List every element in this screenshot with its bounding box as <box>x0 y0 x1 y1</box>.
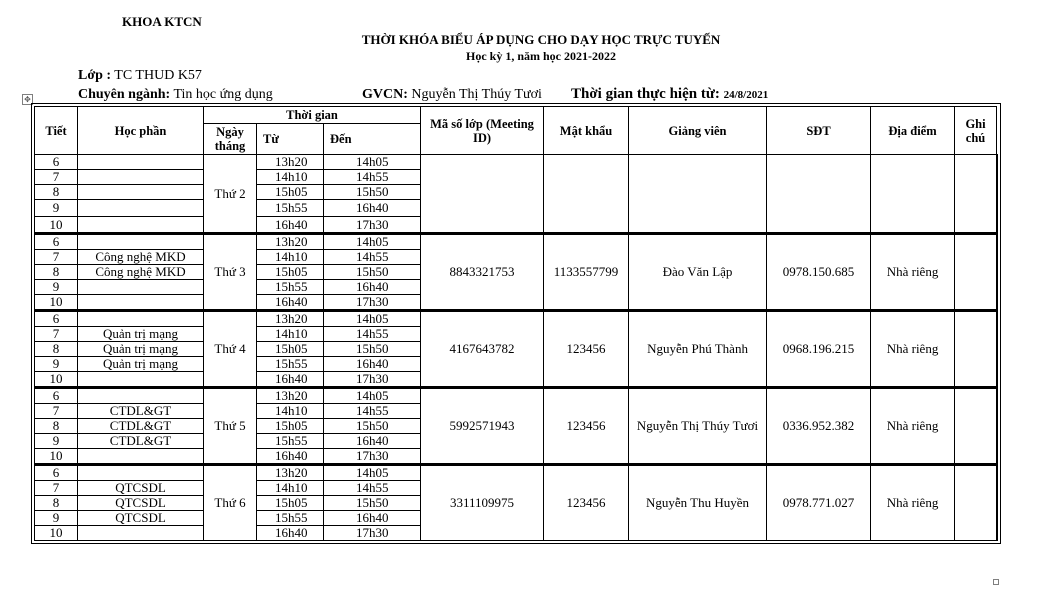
period-cell: 9 <box>35 434 78 449</box>
subject-cell <box>78 170 204 185</box>
teacher-cell <box>629 155 767 234</box>
period-cell: 7 <box>35 170 78 185</box>
day-cell: Thứ 6 <box>204 465 257 541</box>
subject-cell <box>78 388 204 404</box>
start-time-cell: 14h10 <box>257 481 324 496</box>
end-time-cell: 14h05 <box>324 234 421 250</box>
start-time-cell: 14h10 <box>257 327 324 342</box>
end-time-cell: 15h50 <box>324 185 421 200</box>
class-info <box>78 68 202 84</box>
faculty-name: KHOA KTCN <box>122 14 202 29</box>
subject-cell: Quản trị mạng <box>78 357 204 372</box>
period-cell: 8 <box>35 342 78 357</box>
location-cell: Nhà riêng <box>871 234 955 311</box>
subject-cell: QTCSDL <box>78 481 204 496</box>
period-cell: 6 <box>35 388 78 404</box>
end-time-cell: 14h05 <box>324 465 421 481</box>
location-cell: Nhà riêng <box>871 388 955 465</box>
day-cell: Thứ 3 <box>204 234 257 311</box>
start-time-cell: 15h55 <box>257 511 324 526</box>
end-time-cell: 16h40 <box>324 280 421 295</box>
password-cell: 1133557799 <box>544 234 629 311</box>
period-cell: 8 <box>35 185 78 200</box>
period-cell: 9 <box>35 357 78 372</box>
period-cell: 10 <box>35 526 78 541</box>
start-time-cell: 16h40 <box>257 217 324 234</box>
phone-cell <box>767 155 871 234</box>
subject-cell <box>78 200 204 217</box>
table-row <box>35 465 997 481</box>
start-time-cell: 15h05 <box>257 342 324 357</box>
end-time-cell: 16h40 <box>324 357 421 372</box>
semester-subtitle: Học kỳ 1, năm học 2021-2022 <box>466 49 616 63</box>
start-time-cell: 13h20 <box>257 465 324 481</box>
subject-cell: Quản trị mạng <box>78 342 204 357</box>
end-time-cell: 14h05 <box>324 388 421 404</box>
phone-cell: 0336.952.382 <box>767 388 871 465</box>
period-cell: 10 <box>35 217 78 234</box>
password-cell <box>544 155 629 234</box>
end-time-cell: 14h05 <box>324 311 421 327</box>
subject-cell <box>78 311 204 327</box>
col-header-note: Ghi chú <box>955 107 997 155</box>
note-cell <box>955 155 997 234</box>
period-cell: 10 <box>35 449 78 465</box>
timetable-body <box>35 155 997 541</box>
subject-cell: Quản trị mạng <box>78 327 204 342</box>
password-cell: 123456 <box>544 388 629 465</box>
end-time-cell: 16h40 <box>324 200 421 217</box>
table-resize-handle[interactable] <box>993 579 999 585</box>
col-header-end: Đến <box>324 124 421 155</box>
subject-cell: CTDL&GT <box>78 434 204 449</box>
start-time-cell: 15h05 <box>257 496 324 511</box>
subject-cell: QTCSDL <box>78 496 204 511</box>
meeting-id-cell: 3311109975 <box>421 465 544 541</box>
meeting-id-cell: 5992571943 <box>421 388 544 465</box>
end-time-cell: 16h40 <box>324 511 421 526</box>
start-time-cell: 15h55 <box>257 200 324 217</box>
table-move-handle-icon[interactable]: ✥ <box>22 94 33 105</box>
teacher-cell: Nguyễn Thị Thúy Tươi <box>629 388 767 465</box>
subject-cell: QTCSDL <box>78 511 204 526</box>
period-cell: 7 <box>35 327 78 342</box>
meeting-id-cell: 8843321753 <box>421 234 544 311</box>
table-row <box>35 155 997 170</box>
period-cell: 8 <box>35 496 78 511</box>
teacher-cell: Đào Văn Lập <box>629 234 767 311</box>
end-time-cell: 17h30 <box>324 295 421 311</box>
col-header-phone: SĐT <box>767 107 871 155</box>
period-cell: 9 <box>35 200 78 217</box>
end-time-cell: 15h50 <box>324 496 421 511</box>
end-time-cell: 17h30 <box>324 526 421 541</box>
end-time-cell: 14h55 <box>324 250 421 265</box>
start-label: Thời gian thực hiện từ: <box>571 86 720 102</box>
table-row <box>35 311 997 327</box>
col-header-start: Từ <box>257 124 324 155</box>
subject-cell <box>78 234 204 250</box>
subject-cell <box>78 155 204 170</box>
period-cell: 6 <box>35 311 78 327</box>
period-cell: 6 <box>35 234 78 250</box>
period-cell: 7 <box>35 250 78 265</box>
subject-cell: CTDL&GT <box>78 404 204 419</box>
col-header-teacher: Giảng viên <box>629 107 767 155</box>
col-header-period: Tiết <box>35 107 78 155</box>
start-time-cell: 16h40 <box>257 372 324 388</box>
note-cell <box>955 311 997 388</box>
end-time-cell: 14h05 <box>324 155 421 170</box>
start-time-cell: 13h20 <box>257 311 324 327</box>
period-cell: 10 <box>35 295 78 311</box>
subject-cell <box>78 217 204 234</box>
page-title: THỜI KHÓA BIỂU ÁP DỤNG CHO DẠY HỌC TRỰC TUYẾN <box>361 32 721 47</box>
gvcn-label: GVCN: <box>362 87 408 102</box>
start-time-cell: 15h55 <box>257 434 324 449</box>
col-header-subject: Học phần <box>78 107 204 155</box>
end-time-cell: 14h55 <box>324 170 421 185</box>
col-header-day: Ngày tháng <box>204 124 257 155</box>
start-time-cell: 16h40 <box>257 449 324 465</box>
table-row <box>35 234 997 250</box>
day-cell: Thứ 5 <box>204 388 257 465</box>
period-cell: 8 <box>35 265 78 280</box>
end-time-cell: 14h55 <box>324 481 421 496</box>
start-time-cell: 13h20 <box>257 234 324 250</box>
table-row <box>35 388 997 404</box>
subject-cell <box>78 295 204 311</box>
phone-cell: 0968.196.215 <box>767 311 871 388</box>
start-time-cell: 15h05 <box>257 265 324 280</box>
end-time-cell: 15h50 <box>324 342 421 357</box>
end-time-cell: 17h30 <box>324 217 421 234</box>
location-cell <box>871 155 955 234</box>
major-label: Chuyên ngành: <box>78 87 171 102</box>
period-cell: 9 <box>35 511 78 526</box>
major-info <box>78 87 273 103</box>
password-cell: 123456 <box>544 311 629 388</box>
phone-cell: 0978.150.685 <box>767 234 871 311</box>
subject-cell <box>78 526 204 541</box>
gvcn-value: Nguyễn Thị Thúy Tươi <box>411 87 542 102</box>
end-time-cell: 17h30 <box>324 449 421 465</box>
location-cell: Nhà riêng <box>871 311 955 388</box>
class-label: Lớp : <box>78 68 112 83</box>
subject-cell <box>78 465 204 481</box>
col-header-password: Mật khẩu <box>544 107 629 155</box>
meeting-id-cell <box>421 155 544 234</box>
start-time-cell: 13h20 <box>257 155 324 170</box>
day-cell: Thứ 2 <box>204 155 257 234</box>
subject-cell: CTDL&GT <box>78 419 204 434</box>
homeroom-teacher-info <box>362 87 542 103</box>
note-cell <box>955 388 997 465</box>
period-cell: 8 <box>35 419 78 434</box>
note-cell <box>955 465 997 541</box>
start-time-cell: 14h10 <box>257 404 324 419</box>
start-time-cell: 15h05 <box>257 185 324 200</box>
password-cell: 123456 <box>544 465 629 541</box>
day-cell: Thứ 4 <box>204 311 257 388</box>
end-time-cell: 17h30 <box>324 372 421 388</box>
teacher-cell: Nguyễn Thu Huyền <box>629 465 767 541</box>
start-time-cell: 16h40 <box>257 526 324 541</box>
period-cell: 6 <box>35 155 78 170</box>
subject-cell <box>78 449 204 465</box>
start-time-cell: 15h05 <box>257 419 324 434</box>
end-time-cell: 15h50 <box>324 419 421 434</box>
location-cell: Nhà riêng <box>871 465 955 541</box>
period-cell: 9 <box>35 280 78 295</box>
start-date-info <box>571 86 768 103</box>
start-time-cell: 14h10 <box>257 170 324 185</box>
end-time-cell: 14h55 <box>324 327 421 342</box>
subject-cell <box>78 280 204 295</box>
end-time-cell: 15h50 <box>324 265 421 280</box>
timetable <box>34 106 998 541</box>
period-cell: 7 <box>35 404 78 419</box>
end-time-cell: 16h40 <box>324 434 421 449</box>
class-value: TC THUD K57 <box>114 68 202 83</box>
subject-cell: Công nghệ MKD <box>78 250 204 265</box>
teacher-cell: Nguyễn Phú Thành <box>629 311 767 388</box>
meeting-id-cell: 4167643782 <box>421 311 544 388</box>
start-date: 24/8/2021 <box>723 89 769 101</box>
start-time-cell: 15h55 <box>257 357 324 372</box>
period-cell: 7 <box>35 481 78 496</box>
period-cell: 6 <box>35 465 78 481</box>
col-header-time: Thời gian <box>204 107 421 124</box>
subject-cell: Công nghệ MKD <box>78 265 204 280</box>
start-time-cell: 14h10 <box>257 250 324 265</box>
col-header-location: Địa điểm <box>871 107 955 155</box>
period-cell: 10 <box>35 372 78 388</box>
col-header-meeting-id: Mã số lớp (Meeting ID) <box>421 107 544 155</box>
start-time-cell: 13h20 <box>257 388 324 404</box>
note-cell <box>955 234 997 311</box>
start-time-cell: 15h55 <box>257 280 324 295</box>
subject-cell <box>78 185 204 200</box>
major-value: Tin học ứng dụng <box>173 87 273 102</box>
subject-cell <box>78 372 204 388</box>
end-time-cell: 14h55 <box>324 404 421 419</box>
start-time-cell: 16h40 <box>257 295 324 311</box>
phone-cell: 0978.771.027 <box>767 465 871 541</box>
